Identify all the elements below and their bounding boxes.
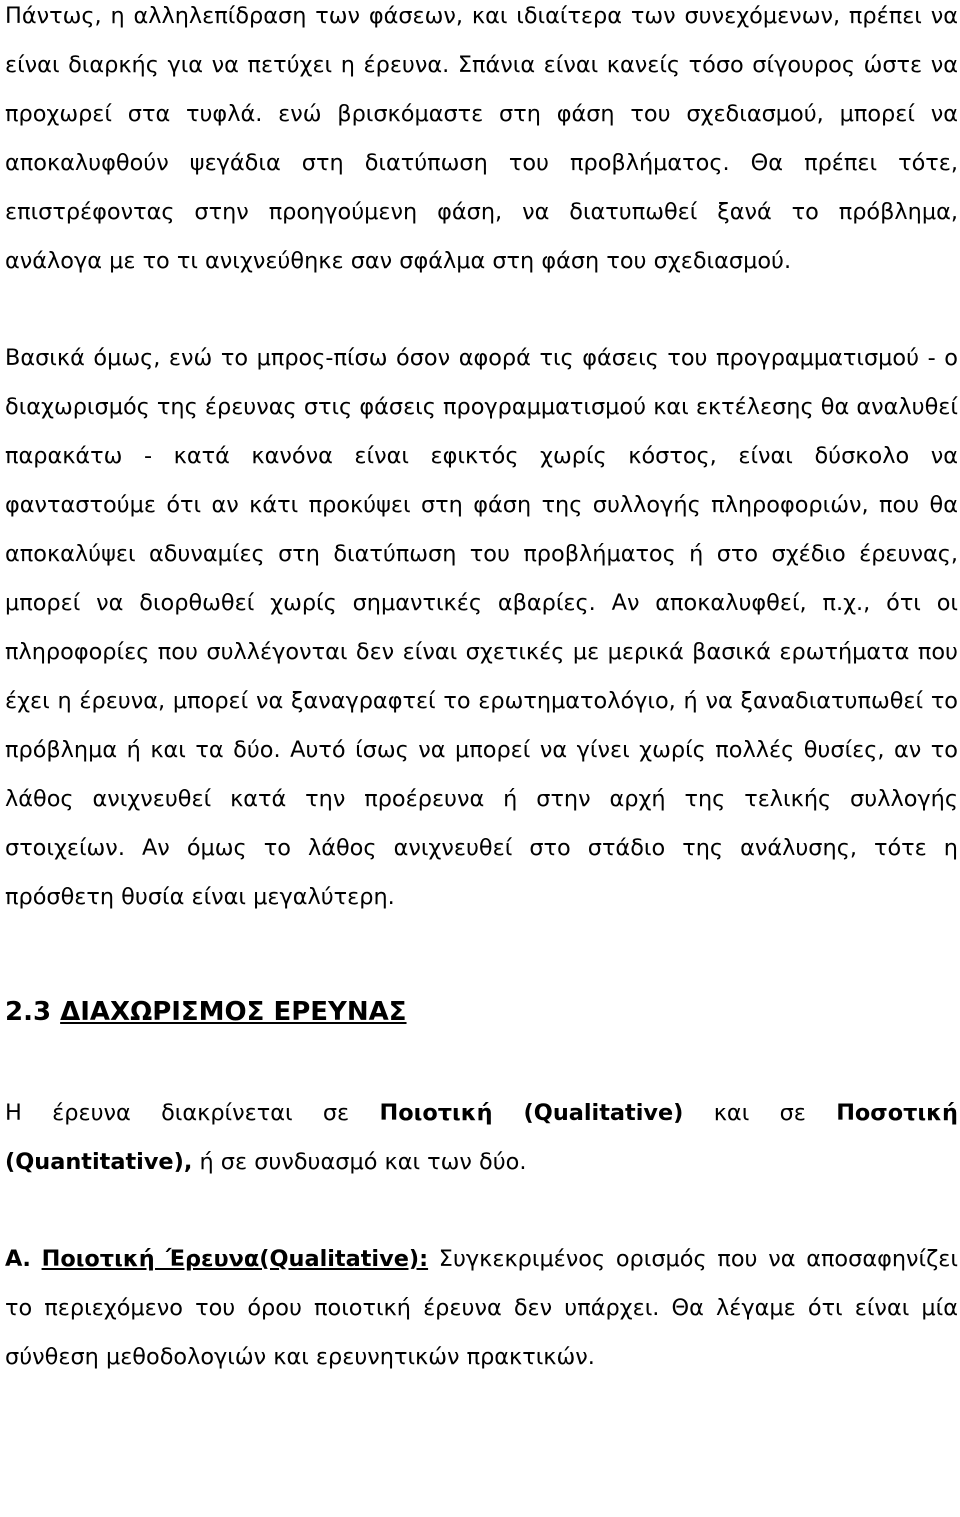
types-intro-text: Η έρευνα διακρίνεται σε [5, 1100, 380, 1126]
paragraph-phases-interaction: Πάντως, η αλληλεπίδραση των φάσεων, και ιδιαίτερα των συνεχόμενων, πρέπει να είναι διαρκής για να πετύχει η έρευνα. Σπάνια είναι κανείς τόσο σίγουρος ώστε να προχωρεί στα τυφλά. ενώ βρισκόμαστε στη φάση του σχεδιασμού, μπορεί να αποκαλυφθούν ψεγάδια στη διατύπωση του προβλήματος. Θα πρέπει τότε, επιστρέφοντας στην προηγούμενη φάση, να διατυπωθεί ξανά το πρόβλημα, ανάλογα με το τι ανιχνεύθηκε σαν σφάλμα στη φάση του σχεδιασμού. [5, 3, 958, 274]
paragraph-back-and-forth: Βασικά όμως, ενώ το μπρος-πίσω όσον αφορά τις φάσεις του προγραμματισμού - ο διαχωρισμός της έρευνας στις φάσεις προγραμματισμού και εκτέλεσης θα αναλυθεί παρακάτω - κατά κανόνα είναι εφικτός χωρίς κόστος, είναι δύσκολο να φανταστούμε ότι αν κάτι προκύψει στη φάση της συλλογής πληροφοριών, που θα αποκαλύψει αδυναμίες στη διατύπωση του προβλήματος ή στο σχέδιο έρευνας, μπορεί να διορθωθεί χωρίς σημαντικές αβαρίες. Αν αποκαλυφθεί, π.χ., ότι οι πληροφορίες που συλλέγονται δεν είναι σχετικές με μερικά βασικά ερωτήματα που έχει η έρευνα, μπορεί να ξαναγραφτεί το ερωτηματολόγιο, ή να ξαναδιατυπωθεί το πρόβλημα ή και τα δύο. Αυτό ίσως να μπορεί να γίνει χωρίς πολλές θυσίες, αν το λάθος ανιχνευθεί κατά την προέρευνα ή στην αρχή της τελικής συλλογής στοιχείων. Αν όμως το λάθος ανιχνευθεί στο στάδιο της ανάλυσης, τότε η πρόσθετη θυσία είναι μεγαλύτερη. [5, 345, 958, 910]
section-title: ΔΙΑΧΩΡΙΣΜΟΣ ΕΡΕΥΝΑΣ [60, 997, 407, 1027]
types-closing-text: ή σε συνδυασμό και των δύο. [192, 1149, 527, 1175]
paragraph-research-types [5, 1089, 958, 1187]
qualitative-term: Ποιοτική (Qualitative) [379, 1100, 684, 1126]
document-page [5, 0, 958, 1382]
qualitative-research-title: Ποιοτική Έρευνα(Qualitative): [41, 1246, 429, 1272]
quantitative-term: Ποσοτική (Quantitative), [5, 1100, 958, 1175]
section-number: 2.3 [5, 997, 52, 1027]
qualitative-definition-text: Συγκεκριμένος ορισμός που να αποσαφηνίζει το περιεχόμενο του όρου ποιοτική έρευνα δεν υπάρχει. Θα λέγαμε ότι είναι μία σύνθεση μεθοδολογιών και ερευνητικών πρακτικών. [5, 1246, 958, 1370]
section-heading [5, 988, 958, 1037]
paragraph-qualitative-definition [5, 1235, 958, 1382]
subsection-label: Α. [5, 1246, 31, 1272]
types-conjunction-text: και σε [683, 1100, 837, 1126]
